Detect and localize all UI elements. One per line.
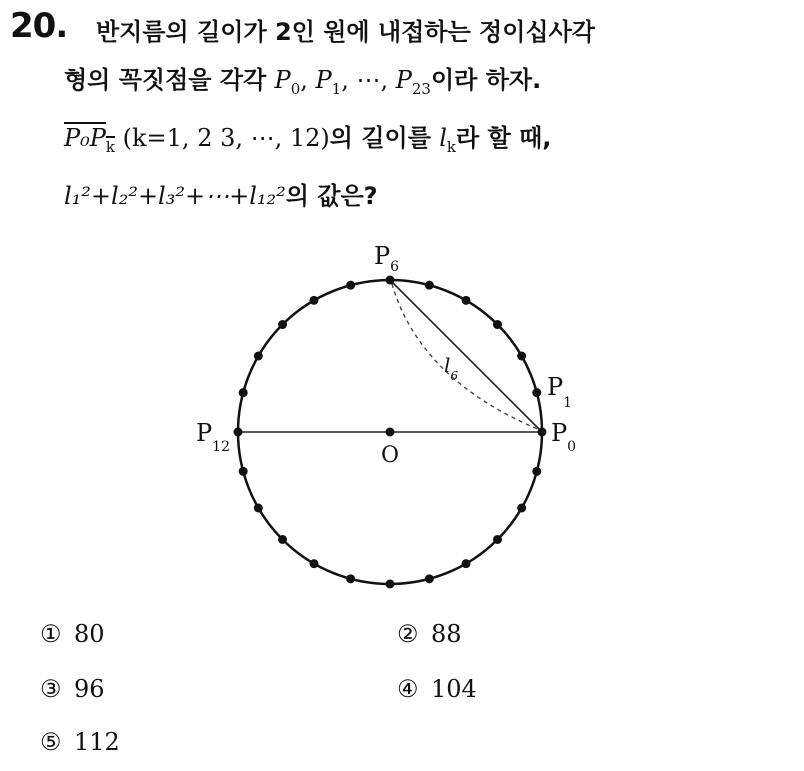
choice-5-value: 112	[74, 728, 120, 756]
choice-1-mark: ①	[40, 620, 62, 648]
lk-symbol: l	[439, 124, 447, 152]
p0-symbol: P	[274, 66, 291, 94]
vertex-dot	[538, 428, 547, 437]
vertex-dot	[517, 352, 526, 361]
choice-2-value: 88	[431, 620, 462, 648]
vertex-dot	[310, 296, 319, 305]
segment-p0p-text: P₀P	[64, 124, 106, 152]
choice-4-value: 104	[431, 675, 477, 703]
choice-5-mark: ⑤	[40, 728, 62, 756]
vertex-dot	[278, 320, 287, 329]
p1-subscript: 1	[331, 79, 342, 98]
label-l6	[444, 353, 458, 383]
vertex-dot	[239, 467, 248, 476]
sum-expression: l₁²+l₂²+l₃²+⋯+l₁₂²	[64, 182, 286, 210]
k-range: (k=1, 2 3, ⋯, 12)	[115, 124, 330, 152]
line2-text-b: 이라 하자.	[430, 66, 542, 94]
vertex-dot	[493, 535, 502, 544]
choice-2-mark: ②	[397, 620, 419, 648]
choice-1-value: 80	[74, 620, 105, 648]
label-p0	[551, 419, 576, 455]
label-l6-sub: 6	[450, 369, 459, 383]
lk-subscript: k	[446, 137, 457, 156]
label-p0-sub: 0	[567, 439, 577, 455]
question-number: 20.	[10, 6, 68, 46]
vertex-dot	[462, 296, 471, 305]
vertex-dot	[462, 559, 471, 568]
vertex-dot	[532, 467, 541, 476]
choice-3-mark: ③	[40, 675, 62, 703]
label-p6-letter: P	[374, 242, 391, 270]
question-line-1: 반지름의 길이가 2인 원에 내접하는 정이십사각	[96, 18, 595, 46]
label-p0-letter: P	[551, 419, 568, 447]
p23-subscript: 23	[411, 79, 431, 98]
choice-3-value: 96	[74, 675, 105, 703]
choice-1[interactable]	[40, 620, 105, 648]
label-p12-letter: P	[196, 419, 213, 447]
vertex-dot	[532, 388, 541, 397]
segment-k-subscript: k	[105, 137, 116, 156]
choice-5[interactable]	[40, 728, 120, 756]
line2-sep-1: ,	[300, 66, 316, 94]
label-p6-sub: 6	[390, 259, 400, 275]
vertex-dot	[386, 580, 395, 589]
label-p1-letter: P	[547, 373, 564, 401]
label-p1-sub: 1	[563, 395, 573, 411]
line3-text-a: 의 길이를	[329, 124, 440, 152]
vertex-dot	[278, 535, 287, 544]
vertex-dot	[346, 281, 355, 290]
p0-subscript: 0	[290, 79, 301, 98]
vertex-dot	[239, 388, 248, 397]
line3-text-b: 라 할 때,	[456, 124, 552, 152]
center-point	[386, 428, 395, 437]
line2-sep-2: , ⋯,	[341, 66, 396, 94]
line2-text-a: 형의 꼭짓점을 각각	[64, 66, 275, 94]
choice-4[interactable]	[397, 675, 477, 703]
label-p12-sub: 12	[212, 439, 230, 455]
label-p12	[196, 419, 230, 455]
label-center-o: O	[381, 443, 400, 468]
vertex-dot	[425, 574, 434, 583]
line4-text-b: 의 값은?	[285, 182, 378, 210]
vertex-dot	[310, 559, 319, 568]
label-p1	[547, 373, 572, 411]
p23-symbol: P	[395, 66, 412, 94]
vertex-dot	[493, 320, 502, 329]
p1-symbol: P	[315, 66, 332, 94]
vertex-dot	[346, 574, 355, 583]
choice-2[interactable]	[397, 620, 462, 648]
vertex-dot	[254, 352, 263, 361]
vertex-dot	[234, 428, 243, 437]
label-l6-letter: l	[444, 353, 451, 377]
vertex-dot	[517, 504, 526, 513]
vertex-dot	[386, 276, 395, 285]
choice-4-mark: ④	[397, 675, 419, 703]
vertex-dot	[254, 504, 263, 513]
vertex-dot	[425, 281, 434, 290]
label-p6	[374, 242, 399, 275]
choice-3[interactable]	[40, 675, 105, 703]
